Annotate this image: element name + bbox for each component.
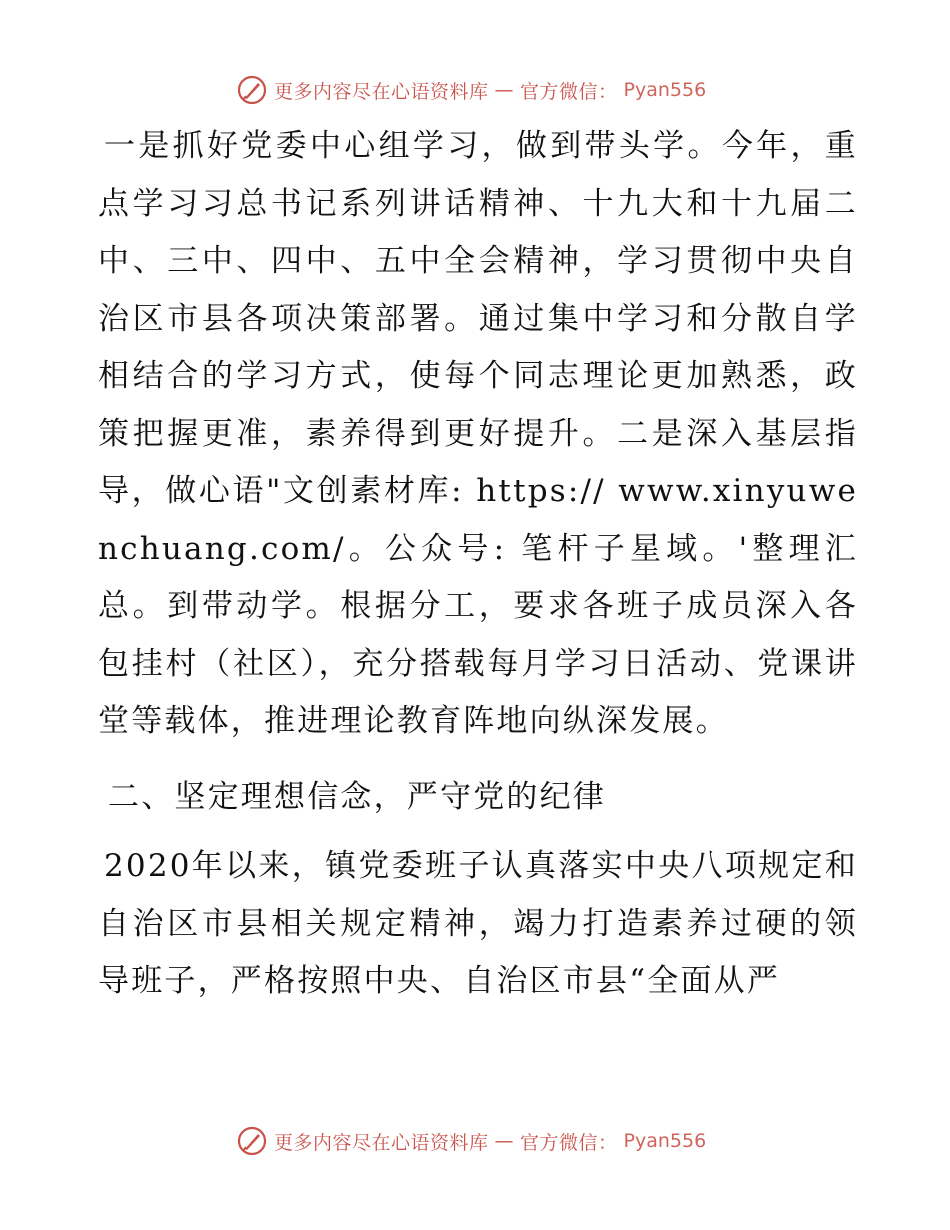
watermark-wechat-label: 官方微信： bbox=[520, 80, 618, 103]
watermark-brand: 更多内容尽在心语资料库 bbox=[274, 80, 489, 103]
watermark-wechat-label: 官方微信： bbox=[520, 1131, 618, 1154]
paragraph-study: 一是抓好党委中心组学习，做到带头学。今年，重点学习习总书记系列讲话精神、十九大和十九届二中、三中、四中、五中全会精神，学习贯彻中央自治区市县各项决策部署。通过集中学习和分散自学相结合的学习方式，使每个同志理论更加熟悉，政策把握更准，素养得到更好提升。二是深入基层指导，做心语"文创素材库: https:// www.xinyuwenchuang.com/。公众号: 笔杆子星域。'整理汇总。到带动学。根据分工，要求各班子成员深入各包挂村（社区），充分搭载每月学习日活动、党课讲堂等载体，推进理论教育阵地向纵深发展。 bbox=[98, 128, 858, 739]
paragraph-discipline: 2020年以来，镇党委班子认真落实中央八项规定和自治区市县相关规定精神，竭力打造素养过硬的领导班子，严格按照中央、自治区市县“全面从严 bbox=[98, 848, 858, 999]
watermark-wechat-id: Pyan556 bbox=[623, 79, 707, 101]
section-heading-2: 二、坚定理想信念，严守党的纪律 bbox=[108, 778, 606, 815]
quill-logo-icon bbox=[236, 74, 268, 106]
document-body bbox=[98, 118, 858, 1011]
quill-logo-icon bbox=[236, 1125, 268, 1157]
watermark-brand: 更多内容尽在心语资料库 bbox=[274, 1131, 489, 1154]
watermark-separator: — bbox=[494, 1130, 515, 1152]
watermark-wechat-id: Pyan556 bbox=[623, 1130, 707, 1152]
footer-watermark bbox=[236, 1124, 706, 1158]
header-watermark bbox=[236, 73, 706, 107]
watermark-separator: — bbox=[494, 79, 515, 101]
